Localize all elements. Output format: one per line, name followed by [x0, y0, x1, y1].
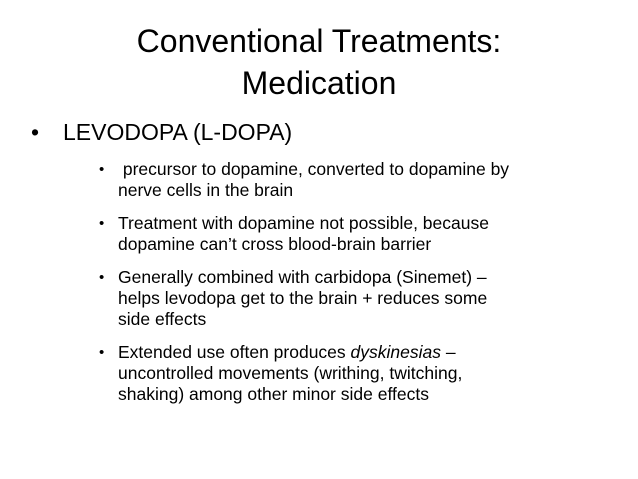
sub-bullet-line: nerve cells in the brain — [118, 180, 294, 200]
sub-bullet-line: precursor to dopamine, converted to dopamine by — [118, 159, 510, 179]
bullet-icon: • — [31, 119, 40, 145]
title-line-1: Conventional Treatments: — [136, 23, 502, 59]
sub-bullet-line: side effects — [118, 309, 207, 329]
sub-bullet-line — [118, 342, 599, 363]
slide-title — [0, 20, 638, 104]
sub-bullet-line: Generally combined with carbidopa (Sinemet) – — [118, 267, 487, 287]
sub-bullet-line: shaking) among other minor side effects — [118, 384, 429, 404]
sub-bullet-text: Extended use often produces — [118, 342, 351, 362]
sub-bullet-list — [99, 159, 599, 417]
bullet-levodopa-text: LEVODOPA (L-DOPA) — [63, 119, 293, 145]
bullet-levodopa — [31, 117, 292, 147]
sub-bullet-treatment — [99, 213, 599, 255]
sub-bullet-precursor — [99, 159, 599, 201]
sub-bullet-line: dopamine can’t cross blood-brain barrier — [118, 234, 432, 254]
sub-bullet-dyskinesias — [99, 342, 599, 405]
bullet-icon: • — [99, 161, 105, 178]
sub-bullet-text: – — [441, 342, 456, 362]
sub-bullet-line: uncontrolled movements (writhing, twitching, — [118, 363, 463, 383]
title-line-2: Medication — [241, 65, 397, 101]
bullet-icon: • — [99, 344, 105, 361]
bullet-icon: • — [99, 269, 105, 286]
bullet-icon: • — [99, 215, 105, 232]
sub-bullet-carbidopa — [99, 267, 599, 330]
emphasis-dyskinesias: dyskinesias — [350, 342, 441, 362]
sub-bullet-line: helps levodopa get to the brain + reduces some — [118, 288, 488, 308]
sub-bullet-line: Treatment with dopamine not possible, because — [118, 213, 489, 233]
